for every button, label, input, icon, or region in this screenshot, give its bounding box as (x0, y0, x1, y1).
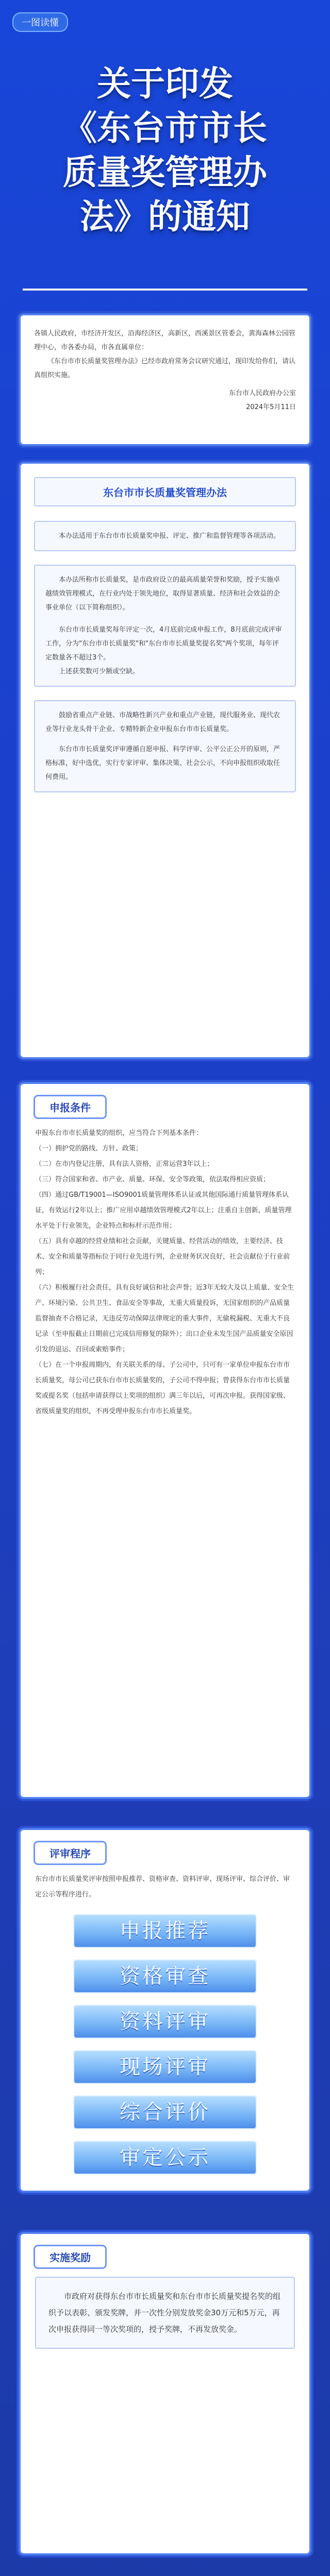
step-comprehensive-evaluation: 综合评价 (73, 2095, 257, 2129)
method-frequency: 东台市市长质量奖每年评定一次，4月底前完成申报工作，8月底前完成评审工作，分为"东台市市长质量奖"和"东台市市长质量奖提名奖"两个奖项，每年评定数量各不超过3个。 (45, 626, 282, 662)
condition-item: （五）具有卓越的经营业绩和社会贡献，关键质量、经营活动的绩效，主要经济、技术、安全和质量等指标位于同行业先进行列，企业财务状况良好，社会贡献位于行业前列； (35, 1238, 290, 1276)
award-box (35, 2277, 295, 2349)
conditions-intro: 申报东台市市长质量奖的组织，应当符合下列基本条件： (35, 1129, 203, 1137)
header-tag: 一图读懂 (12, 12, 68, 32)
condition-item: （二）在市内登记注册，具有法人资格，正常运营3年以上； (35, 1160, 214, 1168)
method-encourage: 鼓励省重点产业链、市战略性新兴产业和重点产业链，现代服务业、现代农业等行业龙头骨干企业、专精特新企业申报东台市市长质量奖。 (45, 711, 280, 733)
method-encourage-box (34, 700, 296, 792)
title-line: 《东台市市长 (63, 108, 267, 148)
notice-date: 2024年5月11日 (246, 403, 296, 411)
conditions-card (21, 1084, 309, 1797)
award-heading: 实施奖励 (35, 2246, 105, 2267)
title-line: 质量奖管理办 (63, 152, 267, 192)
divider (23, 289, 307, 291)
procedure-intro: 东台市市长质量奖评审按照申报推荐、资格审查、资料评审、现场评审、综合评价、审定公示等程序进行。 (35, 1875, 290, 1899)
method-definition-box (34, 565, 296, 687)
condition-item: （一）拥护党的路线、方针、政策； (35, 1145, 143, 1153)
award-text: 市政府对获得东台市市长质量奖和东台市市长质量奖提名奖的组织予以表彰、颁发奖牌，并一次性分别发放奖金30万元和5万元，再次申报获得同一等次奖项的，授予奖牌，不再发放奖金。 (48, 2292, 281, 2334)
method-vacancy: 上述获奖数可少额或空缺。 (59, 668, 140, 675)
notice-card (21, 315, 309, 444)
title-line: 关于印发 (97, 64, 233, 104)
step-document-review: 资料评审 (73, 2005, 257, 2039)
step-onsite-review: 现场评审 (73, 2050, 257, 2084)
condition-item: （四）通过GB/T19001—ISO9001质量管理体系认证或其他国际通行质量管理体系认证，有效运行2年以上；推广应用卓越绩效管理模式2年以上；注重自主创新，质量管理水平处于行业领先，企业特点和标杆示范作用； (35, 1191, 292, 1230)
condition-item: （六）积极履行社会责任，具有良好诚信和社会声誉；近3年无较大及以上质量、安全生产、环境污染、公共卫生、食品安全等事故，无重大质量投诉，无国家组织的产品质量监督抽查不合格记录，无违反劳动保障法律规定的重大事件，无偷税漏税、无重大不良记录（至申报截止日期前已完成信用修复的除外）；出口企业未发生国产品质量安全原因引发的退运、召回或索赔事件； (35, 1284, 294, 1353)
method-heading-box (34, 477, 296, 506)
award-card (21, 2234, 309, 2553)
notice-body: 《东台市市长质量奖管理办法》已经市政府常务会议研究通过，现印发给你们，请认真组织实施。 (34, 358, 296, 379)
title-line: 法》的通知 (80, 197, 250, 236)
step-approval-publicity: 审定公示 (73, 2141, 257, 2175)
notice-signature: 东台市人民政府办公室 (228, 389, 296, 397)
notice-addressee: 各镇人民政府，市经济开发区，沿海经济区，高新区，西溪景区管委会，黄海森林公园管理中心，市各委办局，市各直属单位： (34, 330, 296, 351)
condition-item: （七）在一个申报周期内，有关联关系的母、子公司中，只可有一家单位申报东台市市长质量奖，母公司已获东台市市长质量奖的，子公司不得申报；曾获得东台市市长质量奖或提名奖（包括申请获得以上奖项的组织）满三年以后，可再次申报。获得国家级、省级质量奖的组织，不再受理申报东台市市长质量奖。 (35, 1361, 290, 1415)
method-scope-box (34, 521, 296, 551)
method-heading: 东台市市长质量奖管理办法 (103, 486, 227, 499)
conditions-heading: 申报条件 (35, 1096, 105, 1117)
method-principle: 东台市市长质量奖评审遵循自愿申报、科学评审、公平公正公开的原则，严格标准，好中选优，实行专家评审、集体决策、社会公示，不向申报组织收取任何费用。 (45, 745, 280, 781)
page-title (0, 62, 330, 239)
method-scope: 本办法适用于东台市市长质量奖申报、评定、推广和监督管理等各项活动。 (59, 532, 280, 540)
procedure-card (21, 1830, 309, 2191)
step-apply: 申报推荐 (73, 1914, 257, 1948)
condition-item: （三）符合国家和省、市产业、质量、环保、安全等政策，依法取得相应资质； (35, 1176, 270, 1183)
procedure-heading: 评审程序 (35, 1842, 105, 1863)
method-card (21, 464, 309, 1057)
method-definition: 本办法所称市长质量奖，是市政府设立的最高质量荣誉和奖励，授予实施卓越绩效管理模式，在行业内处于领先地位，取得显著质量、经济和社会效益的企事业单位（以下简称组织）。 (45, 576, 280, 612)
step-qualification: 资格审查 (73, 1959, 257, 1993)
